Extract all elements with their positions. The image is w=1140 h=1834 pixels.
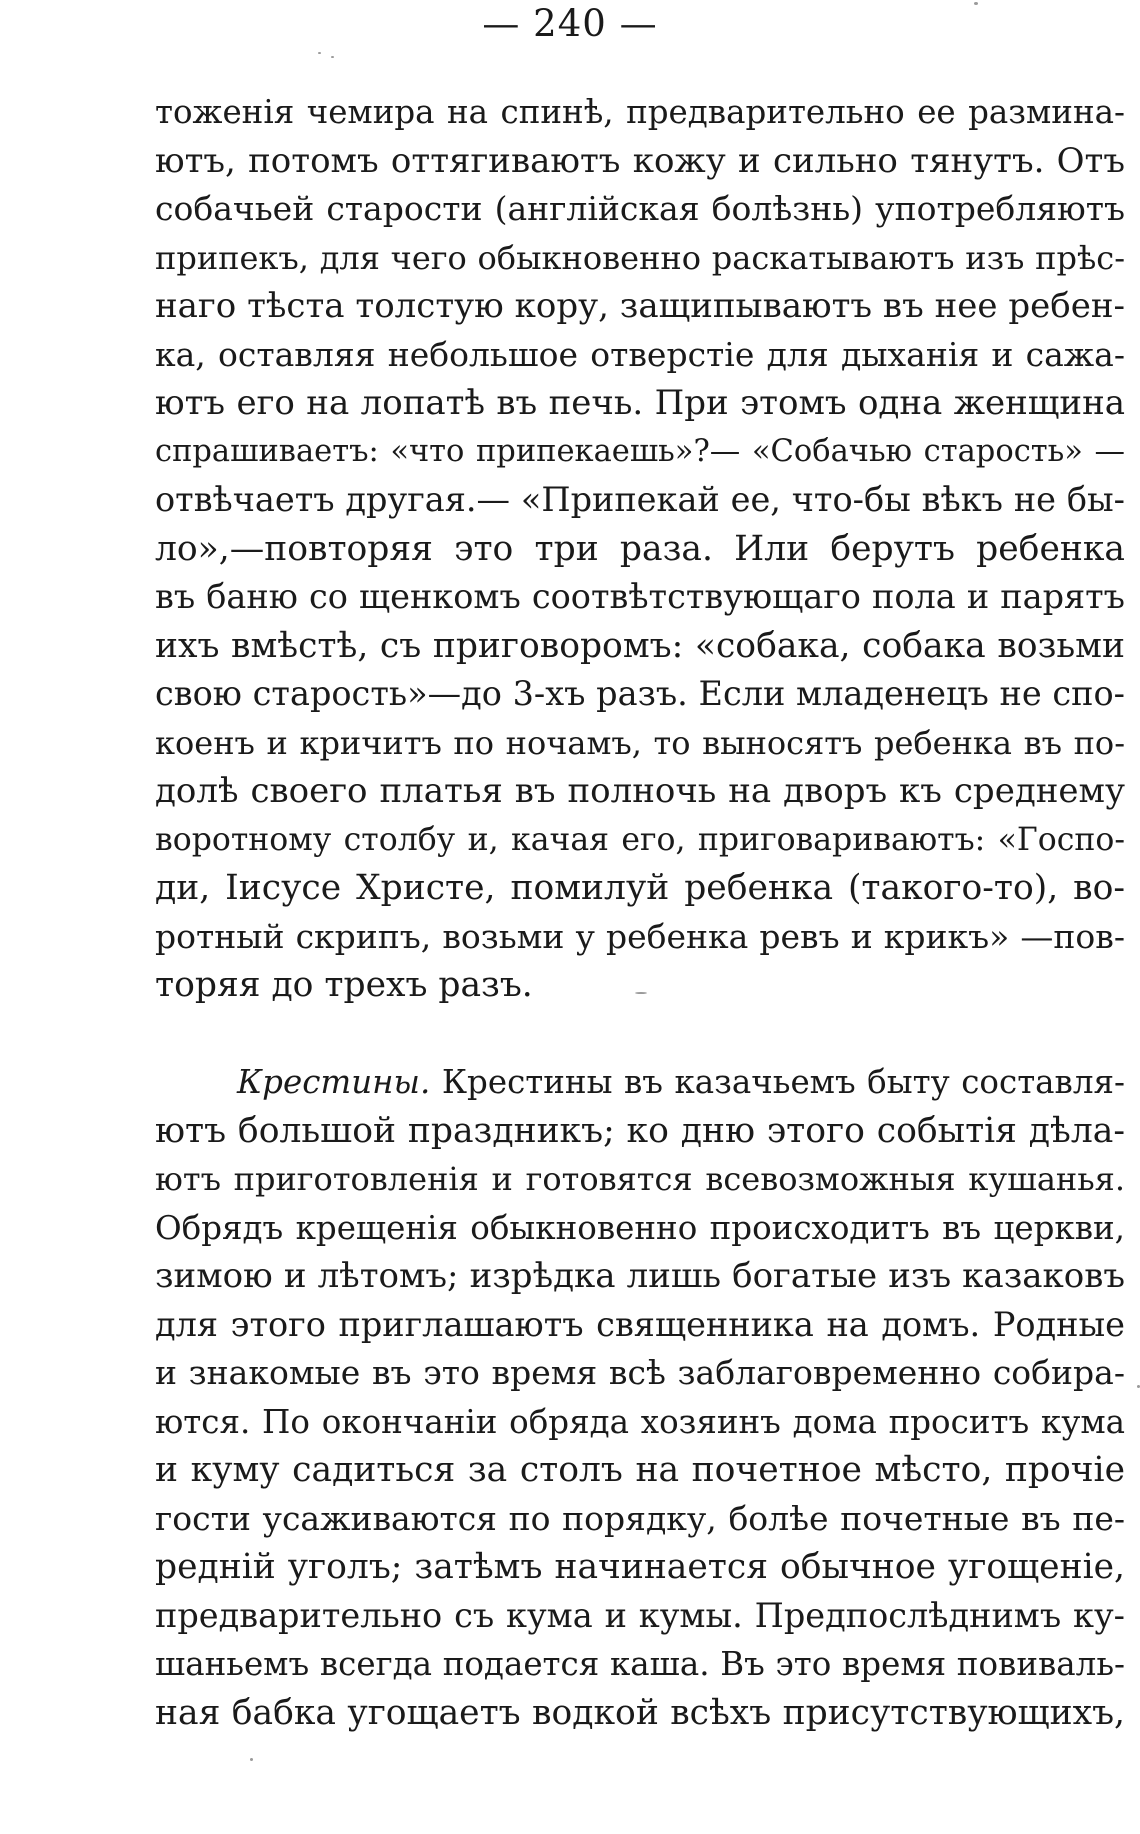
text-line: Обрядъ крещенія обыкновенно происходитъ въ церкви, [155, 1208, 1125, 1247]
text-line: отвѣчаетъ другая.— «Припекай ее, что-бы вѣкъ не бы- [155, 480, 1125, 519]
text-line: и куму садиться за столъ на почетное мѣсто, прочіе [155, 1450, 1125, 1490]
text-line: тоженія чемира на спинѣ, предварительно ее размина- [155, 93, 1125, 131]
text-line: въ баню со щенкомъ соотвѣтствующаго пола и парятъ [155, 577, 1125, 616]
text-line: ютъ приготовленія и готовятся всевозможныя кушанья. [155, 1160, 1125, 1198]
text-line-first [155, 1058, 1125, 1107]
text-line: ная бабка угощаетъ водкой всѣхъ присутствующихъ, [155, 1692, 1125, 1733]
text-line: долѣ своего платья въ полночь на дворъ къ среднему [155, 771, 1125, 811]
text-line: коенъ и кричитъ по ночамъ, то выносятъ ребенка въ по- [155, 723, 1125, 762]
text-line: редній уголъ; затѣмъ начинается обычное угощеніе, [155, 1547, 1125, 1587]
text-line: ются. По окончаніи обряда хозяинъ дома проситъ кума [155, 1402, 1125, 1441]
paragraph-child-remedies [155, 88, 1125, 1010]
section-title: Крестины. [237, 1063, 431, 1101]
print-speck [974, 2, 978, 5]
text-line: ихъ вмѣстѣ, съ приговоромъ: «собака, собака возьми [155, 625, 1125, 666]
text-line: спрашиваетъ: «что припекаешь»?— «Собачью старость» — [155, 433, 1125, 469]
text-line: воротному столбу и, качая его, приговариваютъ: «Госпо- [155, 821, 1125, 858]
text-line-rest: Крестины въ казачьемъ быту составля- [441, 1063, 1125, 1101]
text-line: свою старость»—до 3-хъ разъ. Если младенецъ не спо- [155, 674, 1125, 713]
print-speck [250, 1758, 253, 1761]
text-line: гости усаживаются по порядку, болѣе почетные въ пе- [155, 1498, 1125, 1538]
text-line: собачьей старости (англійская болѣзнь) употребляютъ [155, 189, 1125, 228]
text-line: ло»,—повторяя это три раза. Или берутъ ребенка [155, 528, 1125, 569]
text-line: ка, оставляя небольшое отверстіе для дыханія и сажа- [155, 334, 1125, 374]
text-line: и знакомые въ это время всѣ заблаговременно собира- [155, 1353, 1125, 1392]
text-line: ютъ большой праздникъ; ко дню этого событія дѣла- [155, 1110, 1125, 1151]
text-line: ди, Іисусе Христе, помилуй ребенка (такого-то), во- [155, 868, 1125, 908]
text-line: для этого приглашаютъ священника на домъ. Родные [155, 1304, 1125, 1344]
text-line: ротный скрипъ, возьми у ребенка ревъ и крикъ» —пов- [155, 916, 1125, 956]
text-line: ютъ, потомъ оттягиваютъ кожу и сильно тянутъ. Отъ [155, 140, 1125, 181]
text-line: зимою и лѣтомъ; изрѣдка лишь богатые изъ казаковъ [155, 1256, 1125, 1296]
print-speck [331, 56, 334, 58]
text-line: торяя до трехъ разъ. [155, 965, 533, 1005]
text-line: наго тѣста толстую кору, защипываютъ въ нее ребен- [155, 286, 1125, 326]
text-line: предварительно съ кума и кумы. Предпослѣднимъ ку- [155, 1595, 1125, 1635]
text-line: ютъ его на лопатѣ въ печь. При этомъ одна женщина [155, 383, 1125, 423]
paragraph-christening [155, 1058, 1125, 1737]
text-line: шаньемъ всегда подается каша. Въ это время повиваль- [155, 1645, 1125, 1683]
page-number: — 240 — [482, 2, 658, 45]
text-line: припекъ, для чего обыкновенно раскатываютъ изъ прѣс- [155, 238, 1125, 277]
print-speck [318, 52, 321, 54]
